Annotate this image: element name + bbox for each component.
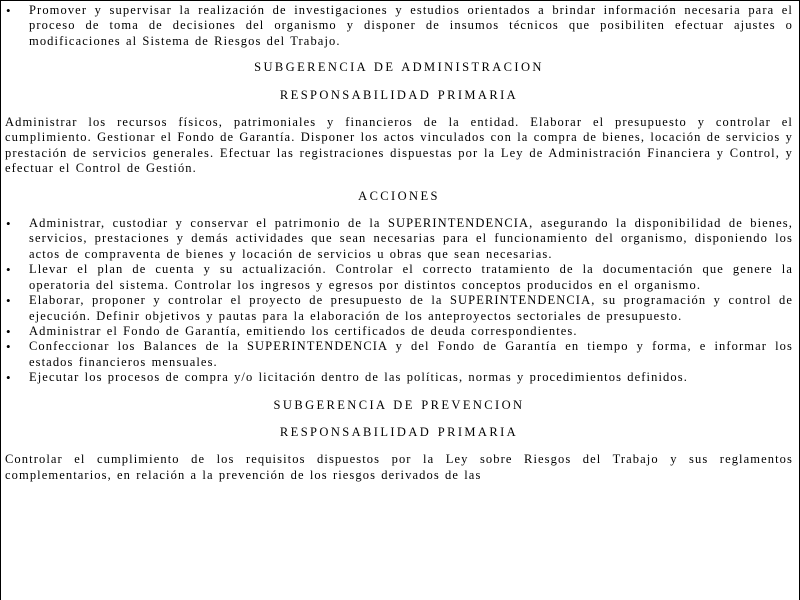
list-item: • Administrar el Fondo de Garantía, emitiendo los certificados de deuda correspondientes. [5, 324, 793, 339]
list-item: • Administrar, custodiar y conservar el patrimonio de la SUPERINTENDENCIA, asegurando la disponibilidad de bienes, servicios, prestaciones y demás actividades que sean necesarias para el funcionamiento del organismo, disponiendo los actos de compraventa de bienes y locación de servicios u obras que sean necesarias. [5, 216, 793, 262]
responsabilidad-heading-prevencion: RESPONSABILIDAD PRIMARIA [279, 424, 519, 439]
acciones-heading: ACCIONES [358, 188, 440, 203]
acciones-list [5, 216, 793, 385]
list-item: • Confeccionar los Balances de la SUPERINTENDENCIA y del Fondo de Garantía en tiempo y forma, e informar los estados financieros mensuales. [5, 339, 793, 370]
responsabilidad-text-administracion: Administrar los recursos físicos, patrimoniales y financieros de la entidad. Elaborar el presupuesto y controlar el cumplimiento. Gestionar el Fondo de Garantía. Disponer los actos vinculados con la compra de bienes, locación de servicios y prestación de servicios generales. Efectuar las registraciones dispuestas por la Ley de Administración Financiera y Control, y efectuar el Control de Gestión. [5, 115, 793, 176]
section-title-administracion: SUBGERENCIA DE ADMINISTRACION [254, 60, 544, 75]
list-item: • Elaborar, proponer y controlar el proyecto de presupuesto de la SUPERINTENDENCIA, su programación y control de ejecución. Definir objetivos y pautas para la elaboración de los anteproyectos sectoriales de presupuesto. [5, 293, 793, 324]
list-item: • Ejecutar los procesos de compra y/o licitación dentro de las políticas, normas y procedimientos definidos. [5, 370, 793, 385]
responsabilidad-heading-administracion: RESPONSABILIDAD PRIMARIA [279, 87, 519, 102]
intro-list [5, 3, 793, 49]
list-item: • Llevar el plan de cuenta y su actualización. Controlar el correcto tratamiento de la documentación que genere la operatoria del sistema. Controlar los ingresos y egresos por distintos conceptos producidos en el organismo. [5, 262, 793, 293]
section-title-prevencion: SUBGERENCIA DE PREVENCION [273, 397, 525, 412]
list-item: • Promover y supervisar la realización de investigaciones y estudios orientados a brindar información necesaria para el proceso de toma de decisiones del organismo y disponer de insumos técnicos que posibiliten efectuar ajustes o modificaciones al Sistema de Riesgos del Trabajo. [5, 3, 793, 49]
responsabilidad-text-prevencion: Controlar el cumplimiento de los requisitos dispuestos por la Ley sobre Riesgos del Trabajo y sus reglamentos complementarios, en relación a la prevención de los riesgos derivados de las [5, 452, 793, 482]
